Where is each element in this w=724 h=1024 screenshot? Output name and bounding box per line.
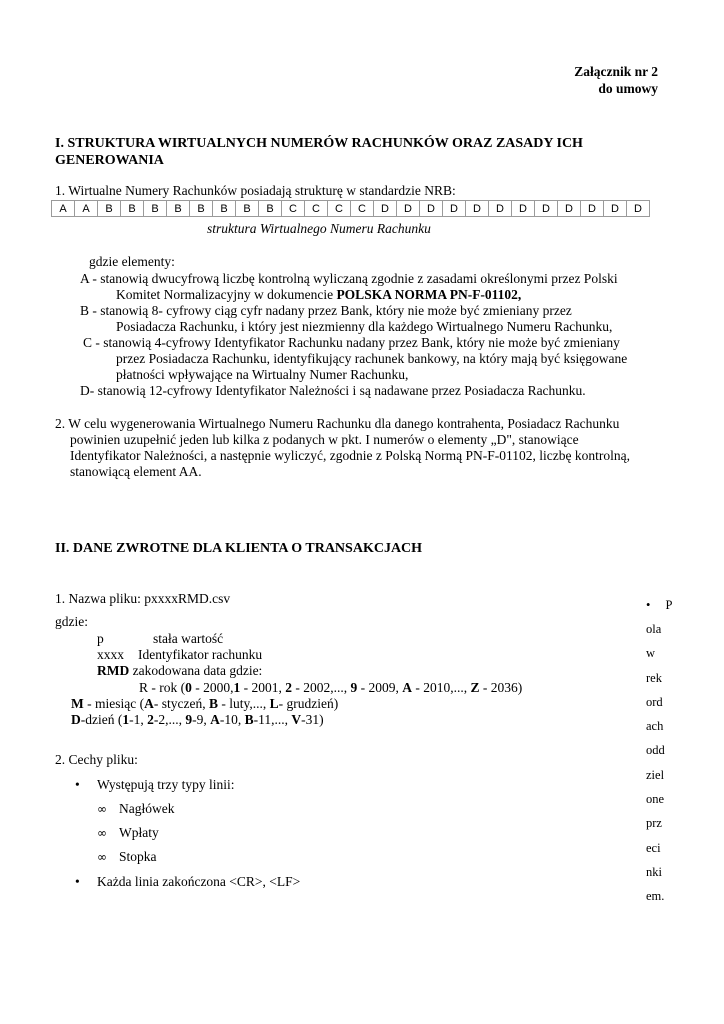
- nrb-cell: A: [52, 201, 75, 217]
- side-note-first: [646, 593, 672, 617]
- nrb-structure-table: [51, 200, 650, 217]
- element-c-line2: przez Posiadacza Rachunku, identyfikujący rachunek bankowy, na który mają być księgowane: [116, 351, 628, 366]
- nrb-cell: B: [144, 201, 167, 217]
- nrb-cell: B: [190, 201, 213, 217]
- code-text: R - rok (: [139, 680, 186, 695]
- code-text: - miesiąc (: [83, 696, 145, 711]
- nrb-cell: C: [305, 201, 328, 217]
- element-a-text: Komitet Normalizacyjny w dokumencie: [116, 287, 337, 302]
- code-text: -1,: [129, 712, 148, 727]
- element-a-line1: A - stanowią dwucyfrową liczbę kontrolną wyliczaną zgodnie z zasadami określonymi przez Polski: [80, 271, 618, 286]
- point-1-text: 1. Wirtualne Numery Rachunków posiadają strukturę w standardzie NRB:: [55, 183, 456, 198]
- nrb-cell: D: [489, 201, 512, 217]
- nrb-cell: C: [351, 201, 374, 217]
- sub-item-1-marker: ∞: [97, 802, 107, 816]
- side-note-first-letter: P: [665, 598, 673, 612]
- code-p-desc: stała wartość: [153, 631, 224, 646]
- nrb-cell: D: [397, 201, 420, 217]
- nrb-cell: D: [627, 201, 650, 217]
- side-note-fragment: one: [646, 792, 665, 807]
- nrb-caption: struktura Wirtualnego Numeru Rachunku: [207, 221, 431, 236]
- day-codes-line: [71, 712, 324, 728]
- element-b-line1: B - stanowią 8- cyfrowy ciąg cyfr nadany przez Bank, który nie może być zmieniany przez: [80, 303, 572, 318]
- code-letter: A: [402, 680, 412, 695]
- code-letter: 1: [233, 680, 241, 695]
- code-letter: B: [208, 696, 218, 711]
- file-name-line: 1. Nazwa pliku: pxxxxRMD.csv: [55, 591, 231, 606]
- nrb-cell: D: [604, 201, 627, 217]
- nrb-cell: D: [443, 201, 466, 217]
- code-letter: 0: [185, 680, 192, 695]
- side-note-column: [646, 617, 665, 909]
- side-note-fragment: rek: [646, 670, 662, 685]
- code-rmd-line: [97, 663, 262, 679]
- code-text: - 2010,...,: [412, 680, 471, 695]
- code-letter: V: [291, 712, 302, 727]
- code-xxxx-desc: Identyfikator rachunku: [138, 647, 263, 662]
- agreement-label: do umowy: [598, 81, 658, 96]
- side-note-fragment: nki: [646, 864, 662, 879]
- side-note-fragment: ord: [646, 694, 663, 709]
- nrb-cell: D: [558, 201, 581, 217]
- nrb-cell: D: [420, 201, 443, 217]
- side-note-fragment: eci: [646, 840, 661, 855]
- element-c-line1: C - stanowią 4-cyfrowy Identyfikator Rachunku nadany przez Bank, który nie może być zmieniany: [83, 335, 620, 350]
- sub-item-footer: Stopka: [119, 849, 157, 864]
- code-letter: 2: [285, 680, 292, 695]
- section-2-title: II. DANE ZWROTNE DLA KLIENTA O TRANSAKCJACH: [55, 541, 423, 556]
- element-a-line2: [116, 287, 521, 303]
- code-text: -dzień (: [80, 712, 123, 727]
- nrb-cell: B: [259, 201, 282, 217]
- code-letter: L: [269, 696, 279, 711]
- side-note-fragment: ola: [646, 622, 662, 636]
- nrb-cell: D: [535, 201, 558, 217]
- section-1-title: I. STRUKTURA WIRTUALNYCH NUMERÓW RACHUNKÓW ORAZ ZASADY ICH GENEROWANIA: [55, 136, 583, 168]
- sub-item-3-marker: ∞: [97, 850, 107, 864]
- polska-norma-ref: POLSKA NORMA PN-F-01102,: [336, 287, 522, 302]
- code-text: - 2002,...,: [292, 680, 351, 695]
- sub-item-2-marker: ∞: [97, 826, 107, 840]
- code-text: -31): [301, 712, 324, 727]
- elements-intro: gdzie elementy:: [89, 254, 175, 269]
- code-text: -10,: [219, 712, 245, 727]
- side-note-fragment: ziel: [646, 767, 665, 782]
- element-d-line1: D- stanowią 12-cyfrowy Identyfikator Należności i są nadawane przez Posiadacza Rachunku.: [80, 383, 586, 398]
- code-letter: D: [71, 712, 81, 727]
- nrb-cell: A: [75, 201, 98, 217]
- nrb-cell: C: [282, 201, 305, 217]
- nrb-cell: B: [121, 201, 144, 217]
- nrb-cell: B: [167, 201, 190, 217]
- code-text: -2,...,: [153, 712, 186, 727]
- code-text: - grudzień): [278, 696, 339, 711]
- file-features-title: 2. Cechy pliku:: [55, 752, 138, 767]
- code-letter: 9: [350, 680, 358, 695]
- point-2-line4: stanowiącą element AA.: [70, 464, 202, 479]
- attachment-label: Załącznik nr 2: [574, 64, 658, 79]
- nrb-cell: C: [328, 201, 351, 217]
- bullet-1-text: Występują trzy typy linii:: [97, 777, 235, 792]
- code-letter: A: [144, 696, 154, 711]
- code-letter: Z: [470, 680, 480, 695]
- side-note-fragment: ach: [646, 719, 664, 734]
- code-text: - 2009,: [357, 680, 403, 695]
- code-xxxx: xxxx: [97, 647, 124, 662]
- code-text: - styczeń,: [153, 696, 209, 711]
- code-letter: 1: [122, 712, 130, 727]
- code-text: - 2036): [479, 680, 523, 695]
- bullet-2-text: Każda linia zakończona <CR>, <LF>: [97, 874, 301, 889]
- nrb-cell: D: [512, 201, 535, 217]
- point-2-line1: 2. W celu wygenerowania Wirtualnego Numeru Rachunku dla danego kontrahenta, Posiadacz Rachunku: [55, 416, 620, 431]
- element-b-line2: Posiadacza Rachunku, i który jest niezmienny dla każdego Wirtualnego Numeru Rachunku,: [116, 319, 613, 334]
- nrb-cell: D: [466, 201, 489, 217]
- side-note-bullet: •: [646, 598, 651, 612]
- code-letter: 9: [185, 712, 193, 727]
- code-text: -11,...,: [253, 712, 292, 727]
- sub-item-header: Nagłówek: [119, 801, 175, 816]
- bullet-2-marker: •: [75, 874, 80, 889]
- nrb-cell: D: [374, 201, 397, 217]
- code-rmd-desc: zakodowana data gdzie:: [129, 663, 263, 678]
- code-text: - 2001,: [240, 680, 286, 695]
- code-letter: M: [71, 696, 84, 711]
- nrb-cell: B: [213, 201, 236, 217]
- nrb-cell: B: [236, 201, 259, 217]
- code-p: p: [97, 631, 104, 646]
- side-note-fragment: prz: [646, 816, 662, 831]
- file-name-intro: gdzie:: [55, 614, 88, 629]
- month-codes-line: [71, 696, 338, 712]
- sub-item-payments: Wpłaty: [119, 825, 159, 840]
- side-note-fragment: em.: [646, 889, 665, 904]
- code-letter: A: [210, 712, 220, 727]
- code-text: - luty,...,: [217, 696, 270, 711]
- bullet-1-marker: •: [75, 777, 80, 792]
- point-2-line3: Identyfikator Należności, a następnie wyliczyć, zgodnie z Polską Normą PN-F-01102, liczbę kontrolną,: [70, 448, 630, 463]
- code-text: -9,: [192, 712, 211, 727]
- code-letter: 2: [147, 712, 154, 727]
- code-rmd: RMD: [97, 663, 130, 678]
- code-letter: B: [244, 712, 254, 727]
- code-text: - 2000,: [191, 680, 234, 695]
- point-2-line2: powinien uzupełnić jeden lub kilka z podanych w pkt. I numerów o elementy „D", stanowiące: [70, 432, 579, 447]
- year-codes-line: [139, 680, 522, 696]
- element-c-line3: płatności wpływające na Wirtualny Numer Rachunku,: [116, 367, 409, 382]
- nrb-cell: B: [98, 201, 121, 217]
- nrb-cell: D: [581, 201, 604, 217]
- side-note-fragment: w: [646, 646, 656, 661]
- side-note-fragment: odd: [646, 743, 665, 758]
